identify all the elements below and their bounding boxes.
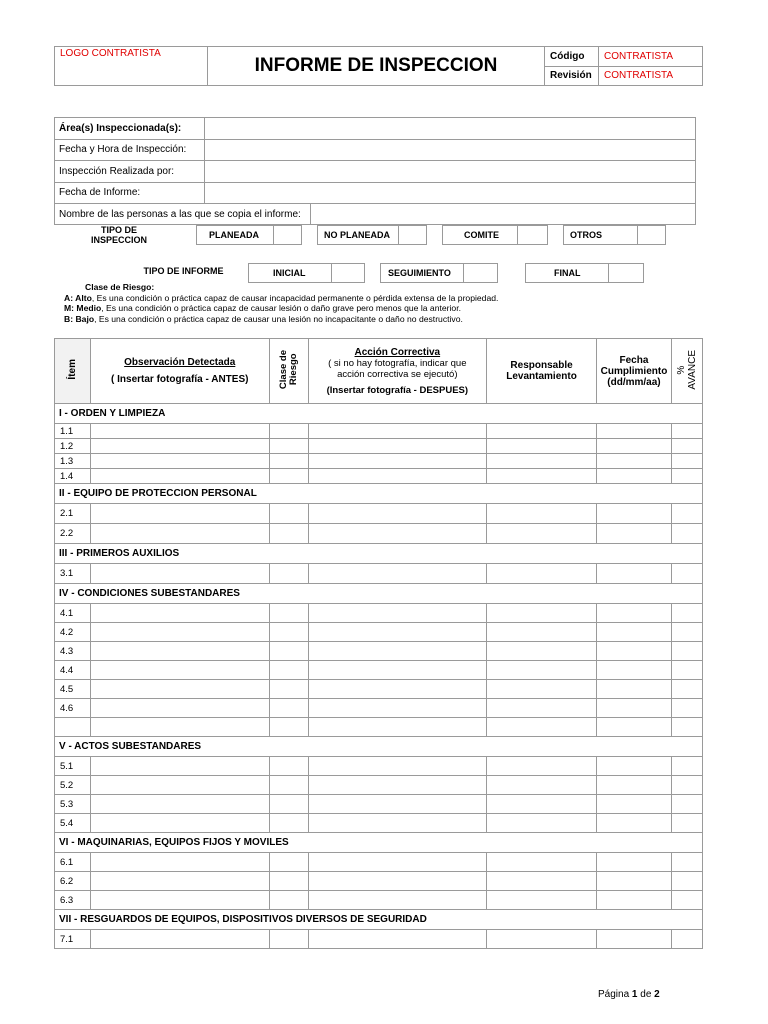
table-row xyxy=(55,680,703,699)
table-row xyxy=(55,718,703,737)
document-title: INFORME DE INSPECCION xyxy=(208,47,545,86)
area-field[interactable] xyxy=(205,118,696,140)
avance-cell[interactable] xyxy=(671,872,702,891)
responsable-cell[interactable] xyxy=(487,930,597,949)
responsable-cell[interactable] xyxy=(487,439,597,454)
fecha-cell[interactable] xyxy=(596,564,671,584)
risk-medio-text: , Es una condición o práctica capaz de causar lesión o daño grave pero menos que la anterior. xyxy=(101,303,461,313)
section-row xyxy=(55,833,703,853)
realizada-field[interactable] xyxy=(205,161,696,183)
avance-cell[interactable] xyxy=(671,853,702,872)
col-avance-line2: AVANCE xyxy=(686,349,698,390)
observacion-cell[interactable] xyxy=(90,680,269,699)
fecha-cell[interactable] xyxy=(596,661,671,680)
col-fecha-header xyxy=(596,339,671,404)
option-planeada-label: PLANEADA xyxy=(196,225,274,245)
responsable-cell[interactable] xyxy=(487,891,597,910)
accion-cell[interactable] xyxy=(308,424,487,439)
accion-cell[interactable] xyxy=(308,814,487,833)
fecha-cell[interactable] xyxy=(596,454,671,469)
item-cell: 4.5 xyxy=(55,680,91,699)
responsable-cell[interactable] xyxy=(487,564,597,584)
area-label: Área(s) Inspeccionada(s): xyxy=(55,118,205,140)
item-cell: 5.3 xyxy=(55,795,91,814)
table-row xyxy=(55,454,703,469)
page-number xyxy=(598,989,660,1000)
responsable-cell[interactable] xyxy=(487,795,597,814)
table-row xyxy=(55,757,703,776)
col-riesgo-line2: Riesgo xyxy=(287,353,299,386)
section-row xyxy=(55,484,703,504)
col-riesgo-header xyxy=(269,339,308,404)
option-seguimiento-checkbox[interactable] xyxy=(463,263,498,283)
option-otros-checkbox[interactable] xyxy=(637,225,666,245)
table-row xyxy=(55,642,703,661)
col-fecha-line1: Fecha xyxy=(619,354,649,366)
accion-cell[interactable] xyxy=(308,776,487,795)
observacion-cell[interactable] xyxy=(90,504,269,524)
observacion-cell[interactable] xyxy=(90,424,269,439)
fecha-cell[interactable] xyxy=(596,642,671,661)
accion-cell[interactable] xyxy=(308,661,487,680)
table-row xyxy=(55,524,703,544)
page-de: de xyxy=(640,989,652,1000)
fecha-informe-field[interactable] xyxy=(205,182,696,204)
accion-cell[interactable] xyxy=(308,564,487,584)
option-otros-label: OTROS xyxy=(563,225,638,245)
col-observacion-sub: ( Insertar fotografía - ANTES) xyxy=(111,374,249,385)
riesgo-cell[interactable] xyxy=(269,439,308,454)
observacion-cell[interactable] xyxy=(90,604,269,623)
accion-cell[interactable] xyxy=(308,891,487,910)
accion-cell[interactable] xyxy=(308,872,487,891)
option-final-label: FINAL xyxy=(525,263,609,283)
responsable-cell[interactable] xyxy=(487,504,597,524)
section-row xyxy=(55,404,703,424)
table-row xyxy=(55,661,703,680)
codigo-value: CONTRATISTA xyxy=(599,47,703,67)
option-comite-checkbox[interactable] xyxy=(517,225,548,245)
item-cell: 5.4 xyxy=(55,814,91,833)
accion-cell[interactable] xyxy=(308,718,487,737)
riesgo-cell[interactable] xyxy=(269,454,308,469)
realizada-label: Inspección Realizada por: xyxy=(55,161,205,183)
observacion-cell[interactable] xyxy=(90,623,269,642)
item-cell: 1.3 xyxy=(55,454,91,469)
section-title: V - ACTOS SUBESTANDARES xyxy=(55,737,703,757)
avance-cell[interactable] xyxy=(671,891,702,910)
accion-cell[interactable] xyxy=(308,757,487,776)
table-row xyxy=(55,795,703,814)
responsable-cell[interactable] xyxy=(487,757,597,776)
observacion-cell[interactable] xyxy=(90,814,269,833)
col-avance-header xyxy=(671,339,702,404)
section-title: VII - RESGUARDOS DE EQUIPOS, DISPOSITIVOS DIVERSOS DE SEGURIDAD xyxy=(55,910,703,930)
observacion-cell[interactable] xyxy=(90,564,269,584)
riesgo-cell[interactable] xyxy=(269,930,308,949)
fecha-cell[interactable] xyxy=(596,469,671,484)
responsable-cell[interactable] xyxy=(487,872,597,891)
col-accion-sub2: acción correctiva se ejecutó) xyxy=(337,368,458,380)
accion-cell[interactable] xyxy=(308,469,487,484)
fecha-cell[interactable] xyxy=(596,814,671,833)
fecha-cell[interactable] xyxy=(596,853,671,872)
option-final-checkbox[interactable] xyxy=(608,263,644,283)
table-row xyxy=(55,814,703,833)
fecha-cell[interactable] xyxy=(596,891,671,910)
risk-legend xyxy=(64,282,724,324)
riesgo-cell[interactable] xyxy=(269,504,308,524)
page-current: 1 xyxy=(631,989,638,1000)
revision-value: CONTRATISTA xyxy=(599,66,703,86)
riesgo-cell[interactable] xyxy=(269,680,308,699)
tipo-inspeccion-label-line1: TIPO DE xyxy=(100,225,137,235)
col-riesgo-line1: Clase de xyxy=(277,349,289,390)
avance-cell[interactable] xyxy=(671,454,702,469)
risk-medio xyxy=(64,303,724,314)
avance-cell[interactable] xyxy=(671,814,702,833)
item-cell: 2.2 xyxy=(55,524,91,544)
risk-alto xyxy=(64,293,724,304)
table-row xyxy=(55,853,703,872)
copia-label: Nombre de las personas a las que se copia el informe: xyxy=(55,204,311,225)
fecha-informe-label: Fecha de Informe: xyxy=(55,182,205,204)
accion-cell[interactable] xyxy=(308,930,487,949)
riesgo-cell[interactable] xyxy=(269,795,308,814)
table-row xyxy=(55,872,703,891)
section-title: I - ORDEN Y LIMPIEZA xyxy=(55,404,703,424)
page-total: 2 xyxy=(654,989,660,1000)
col-observacion-header xyxy=(90,339,269,404)
table-row xyxy=(55,504,703,524)
item-cell: 1.4 xyxy=(55,469,91,484)
avance-cell[interactable] xyxy=(671,469,702,484)
option-no-planeada-label: NO PLANEADA xyxy=(317,225,399,245)
fecha-cell[interactable] xyxy=(596,776,671,795)
fecha-cell[interactable] xyxy=(596,795,671,814)
observacion-cell[interactable] xyxy=(90,469,269,484)
col-responsable-line1: Responsable xyxy=(510,360,573,371)
avance-cell[interactable] xyxy=(671,776,702,795)
table-row xyxy=(55,891,703,910)
codigo-label: Código xyxy=(545,47,599,67)
fecha-cell[interactable] xyxy=(596,680,671,699)
col-accion-sub1: ( si no hay fotografía, indicar que xyxy=(328,357,467,369)
avance-cell[interactable] xyxy=(671,661,702,680)
fecha-cell[interactable] xyxy=(596,604,671,623)
observacion-cell[interactable] xyxy=(90,439,269,454)
observacion-cell[interactable] xyxy=(90,524,269,544)
riesgo-cell[interactable] xyxy=(269,814,308,833)
responsable-cell[interactable] xyxy=(487,680,597,699)
item-cell xyxy=(55,718,91,737)
item-cell: 4.1 xyxy=(55,604,91,623)
accion-cell[interactable] xyxy=(308,439,487,454)
riesgo-cell[interactable] xyxy=(269,424,308,439)
avance-cell[interactable] xyxy=(671,504,702,524)
risk-legend-title: Clase de Riesgo: xyxy=(85,282,155,292)
fecha-cell[interactable] xyxy=(596,439,671,454)
table-row xyxy=(55,469,703,484)
page-label: Página xyxy=(598,989,630,1000)
table-row xyxy=(55,439,703,454)
responsable-cell[interactable] xyxy=(487,454,597,469)
item-cell: 1.2 xyxy=(55,439,91,454)
item-cell: 6.2 xyxy=(55,872,91,891)
risk-alto-key: A: Alto xyxy=(64,292,92,303)
item-cell: 4.4 xyxy=(55,661,91,680)
revision-label: Revisión xyxy=(545,66,599,86)
observacion-cell[interactable] xyxy=(90,699,269,718)
fecha-cell[interactable] xyxy=(596,424,671,439)
option-seguimiento-label: SEGUIMIENTO xyxy=(380,263,464,283)
riesgo-cell[interactable] xyxy=(269,524,308,544)
fecha-cell[interactable] xyxy=(596,872,671,891)
item-cell: 1.1 xyxy=(55,424,91,439)
observacion-cell[interactable] xyxy=(90,872,269,891)
observacion-cell[interactable] xyxy=(90,718,269,737)
section-row xyxy=(55,737,703,757)
observacion-cell[interactable] xyxy=(90,661,269,680)
observacion-cell[interactable] xyxy=(90,853,269,872)
item-cell: 3.1 xyxy=(55,564,91,584)
item-cell: 4.2 xyxy=(55,623,91,642)
avance-cell[interactable] xyxy=(671,795,702,814)
item-cell: 5.1 xyxy=(55,757,91,776)
item-cell: 6.1 xyxy=(55,853,91,872)
riesgo-cell[interactable] xyxy=(269,757,308,776)
avance-cell[interactable] xyxy=(671,424,702,439)
accion-cell[interactable] xyxy=(308,795,487,814)
observacion-cell[interactable] xyxy=(90,891,269,910)
responsable-cell[interactable] xyxy=(487,661,597,680)
col-accion-title: Acción Correctiva xyxy=(354,346,441,358)
col-fecha-line2: Cumplimiento xyxy=(600,365,668,377)
avance-cell[interactable] xyxy=(671,699,702,718)
table-row xyxy=(55,424,703,439)
responsable-cell[interactable] xyxy=(487,469,597,484)
fecha-cell[interactable] xyxy=(596,930,671,949)
responsable-cell[interactable] xyxy=(487,524,597,544)
fecha-cell[interactable] xyxy=(596,623,671,642)
avance-cell[interactable] xyxy=(671,642,702,661)
section-title: III - PRIMEROS AUXILIOS xyxy=(55,544,703,564)
item-cell: 2.1 xyxy=(55,504,91,524)
accion-cell[interactable] xyxy=(308,853,487,872)
responsable-cell[interactable] xyxy=(487,718,597,737)
col-fecha-line3: (dd/mm/aa) xyxy=(607,376,661,388)
section-title: II - EQUIPO DE PROTECCION PERSONAL xyxy=(55,484,703,504)
option-inicial-label: INICIAL xyxy=(248,263,332,283)
section-row xyxy=(55,544,703,564)
col-accion-sub3: (Insertar fotografía - DESPUES) xyxy=(326,384,469,396)
accion-cell[interactable] xyxy=(308,623,487,642)
col-accion-header xyxy=(308,339,487,404)
observacion-cell[interactable] xyxy=(90,454,269,469)
copia-row xyxy=(54,203,696,225)
accion-cell[interactable] xyxy=(308,524,487,544)
logo-placeholder: LOGO CONTRATISTA xyxy=(55,47,208,86)
responsable-cell[interactable] xyxy=(487,814,597,833)
option-no-planeada-checkbox[interactable] xyxy=(398,225,427,245)
riesgo-cell[interactable] xyxy=(269,776,308,795)
col-avance-line1: % xyxy=(675,365,687,374)
inspection-info-table xyxy=(54,117,696,204)
avance-cell[interactable] xyxy=(671,623,702,642)
accion-cell[interactable] xyxy=(308,454,487,469)
fecha-cell[interactable] xyxy=(596,699,671,718)
risk-medio-key: M: Medio xyxy=(64,303,102,313)
table-row xyxy=(55,604,703,623)
riesgo-cell[interactable] xyxy=(269,661,308,680)
observacion-cell[interactable] xyxy=(90,776,269,795)
riesgo-cell[interactable] xyxy=(269,469,308,484)
section-row xyxy=(55,584,703,604)
fecha-hora-field[interactable] xyxy=(205,139,696,161)
accion-cell[interactable] xyxy=(308,680,487,699)
item-cell: 5.2 xyxy=(55,776,91,795)
copia-field[interactable] xyxy=(311,204,696,225)
risk-bajo xyxy=(64,314,724,325)
col-observacion-title: Observación Detectada xyxy=(124,357,236,368)
riesgo-cell[interactable] xyxy=(269,642,308,661)
risk-bajo-text: , Es una condición o práctica capaz de causar una lesión no incapacitante o daño no destructivo. xyxy=(94,313,463,324)
option-inicial-checkbox[interactable] xyxy=(331,263,365,283)
riesgo-cell[interactable] xyxy=(269,853,308,872)
item-cell: 7.1 xyxy=(55,930,91,949)
risk-alto-text: , Es una condición o práctica capaz de causar incapacidad permanente o pérdida extensa de la propiedad. xyxy=(91,292,499,303)
riesgo-cell[interactable] xyxy=(269,564,308,584)
fecha-hora-label: Fecha y Hora de Inspección: xyxy=(55,139,205,161)
riesgo-cell[interactable] xyxy=(269,891,308,910)
accion-cell[interactable] xyxy=(308,642,487,661)
col-responsable-line2: Levantamiento xyxy=(506,371,577,382)
tipo-inspeccion-label xyxy=(85,225,153,245)
col-responsable-header xyxy=(487,339,597,404)
inspection-table-body xyxy=(55,404,703,949)
responsable-cell[interactable] xyxy=(487,699,597,718)
avance-cell[interactable] xyxy=(671,680,702,699)
section-title: VI - MAQUINARIAS, EQUIPOS FIJOS Y MOVILES xyxy=(55,833,703,853)
section-title: IV - CONDICIONES SUBESTANDARES xyxy=(55,584,703,604)
avance-cell[interactable] xyxy=(671,757,702,776)
option-comite-label: COMITE xyxy=(442,225,518,245)
riesgo-cell[interactable] xyxy=(269,623,308,642)
item-cell: 4.3 xyxy=(55,642,91,661)
avance-cell[interactable] xyxy=(671,439,702,454)
fecha-cell[interactable] xyxy=(596,718,671,737)
table-row xyxy=(55,930,703,949)
tipo-informe-label: TIPO DE INFORME xyxy=(143,266,224,276)
col-item-text: Ítem xyxy=(66,359,78,380)
responsable-cell[interactable] xyxy=(487,853,597,872)
responsable-cell[interactable] xyxy=(487,623,597,642)
observacion-cell[interactable] xyxy=(90,795,269,814)
risk-bajo-key: B: Bajo xyxy=(64,313,95,324)
observacion-cell[interactable] xyxy=(90,642,269,661)
fecha-cell[interactable] xyxy=(596,504,671,524)
table-row xyxy=(55,776,703,795)
inspection-table xyxy=(54,338,703,949)
avance-cell[interactable] xyxy=(671,564,702,584)
riesgo-cell[interactable] xyxy=(269,872,308,891)
table-row xyxy=(55,623,703,642)
tipo-inspeccion-label-line2: INSPECCION xyxy=(90,235,147,245)
avance-cell[interactable] xyxy=(671,604,702,623)
fecha-cell[interactable] xyxy=(596,757,671,776)
avance-cell[interactable] xyxy=(671,930,702,949)
riesgo-cell[interactable] xyxy=(269,699,308,718)
responsable-cell[interactable] xyxy=(487,424,597,439)
option-planeada-checkbox[interactable] xyxy=(273,225,302,245)
col-item-header xyxy=(55,339,91,404)
riesgo-cell[interactable] xyxy=(269,718,308,737)
observacion-cell[interactable] xyxy=(90,930,269,949)
item-cell: 4.6 xyxy=(55,699,91,718)
avance-cell[interactable] xyxy=(671,718,702,737)
table-row xyxy=(55,699,703,718)
fecha-cell[interactable] xyxy=(596,524,671,544)
accion-cell[interactable] xyxy=(308,604,487,623)
responsable-cell[interactable] xyxy=(487,642,597,661)
observacion-cell[interactable] xyxy=(90,757,269,776)
accion-cell[interactable] xyxy=(308,504,487,524)
document-header xyxy=(54,46,703,86)
accion-cell[interactable] xyxy=(308,699,487,718)
riesgo-cell[interactable] xyxy=(269,604,308,623)
table-row xyxy=(55,564,703,584)
avance-cell[interactable] xyxy=(671,524,702,544)
responsable-cell[interactable] xyxy=(487,776,597,795)
section-row xyxy=(55,910,703,930)
responsable-cell[interactable] xyxy=(487,604,597,623)
item-cell: 6.3 xyxy=(55,891,91,910)
